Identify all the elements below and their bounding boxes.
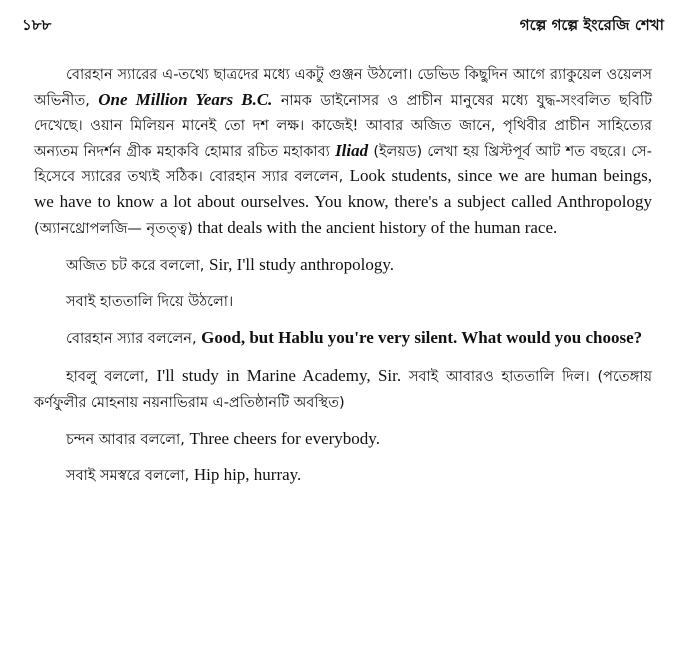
page-header: [22, 14, 664, 42]
paragraph-5-english: I'll study in Marine Academy, Sir.: [156, 365, 402, 385]
paragraph-7-text: সবাই সমস্বরে বললো,: [66, 467, 194, 484]
movie-title: One Million Years B.C.: [98, 89, 273, 109]
paragraph-6: [34, 427, 652, 453]
paragraph-2: [34, 253, 652, 279]
paragraph-5-text-b: সবাই আবারও হাততালি দিল। (পতেঙ্গায় কর্ণফুলীর মোহনায় নয়নাভিরাম এ-প্রতিষ্ঠানটি অবস্থিত): [34, 368, 653, 411]
body-text: [34, 62, 652, 500]
running-title: গল্পে গল্পে ইংরেজি শেখা: [519, 16, 664, 34]
paragraph-1-text-a: বোরহান স্যারের এ-তথ্যে ছাত্রদের মধ্যে একটু গুঞ্জন উঠলো। ডেভিড কিছুদিন আগে র‍্যাকুয়েল ওয়েলস অভিনীত,: [34, 67, 652, 109]
paragraph-4: [34, 326, 652, 352]
paragraph-7: [34, 463, 652, 489]
paragraph-1-english-a: Look students, since we are human beings, we have to know a lot about ourselves. You know, there's a subject called Anthropology: [34, 166, 653, 211]
paragraph-1-english-b: that deals with the ancient history of the human race.: [197, 217, 558, 237]
paragraph-4-text: বোরহান স্যার বললেন,: [66, 331, 202, 348]
paragraph-1-text-c: (ইলয়ড) লেখা হয় খ্রিস্টপূর্ব আট শত বছরে। সে-হিসেবে স্যারের তথ্যই সঠিক। বোরহান স্যার বললেন,: [34, 143, 652, 186]
paragraph-1: [34, 62, 652, 241]
paragraph-3-text: সবাই হাততালি দিয়ে উঠলো।: [66, 293, 234, 310]
page-number: ১৮৮: [22, 16, 52, 34]
paragraph-4-english: Good, but Hablu you're very silent. What would you choose?: [201, 328, 643, 348]
epic-title: Iliad: [335, 140, 369, 160]
paragraph-6-english: Three cheers for everybody.: [189, 429, 380, 449]
paragraph-3: [34, 289, 652, 315]
paragraph-2-text: অজিত চট করে বললো,: [66, 258, 209, 275]
paragraph-5-text-a: হাবলু বললো,: [66, 368, 157, 385]
paragraph-2-english: Sir, I'll study anthropology.: [209, 255, 394, 275]
paragraph-1-text-d: (অ্যানথ্রোপলজি— নৃতত্ত্ব): [34, 220, 198, 237]
paragraph-1-text-b: নামক ডাইনোসর ও প্রাচীন মানুষের মধ্যে যুদ্ধ-সংবলিত ছবিটি দেখেছে। ওয়ান মিলিয়ন মানেই তো দশ লক্ষ। কাজেই! আবার অজিত জানে, পৃথিবীর প্রাচীন সাহিত্যের অন্যতম নিদর্শন গ্রীক মহাকবি হোমার রচিত মহাকাব্য: [34, 92, 652, 160]
paragraph-6-text: চন্দন আবার বললো,: [66, 432, 190, 449]
paragraph-5: [34, 364, 652, 415]
paragraph-7-english: Hip hip, hurray.: [193, 464, 302, 484]
